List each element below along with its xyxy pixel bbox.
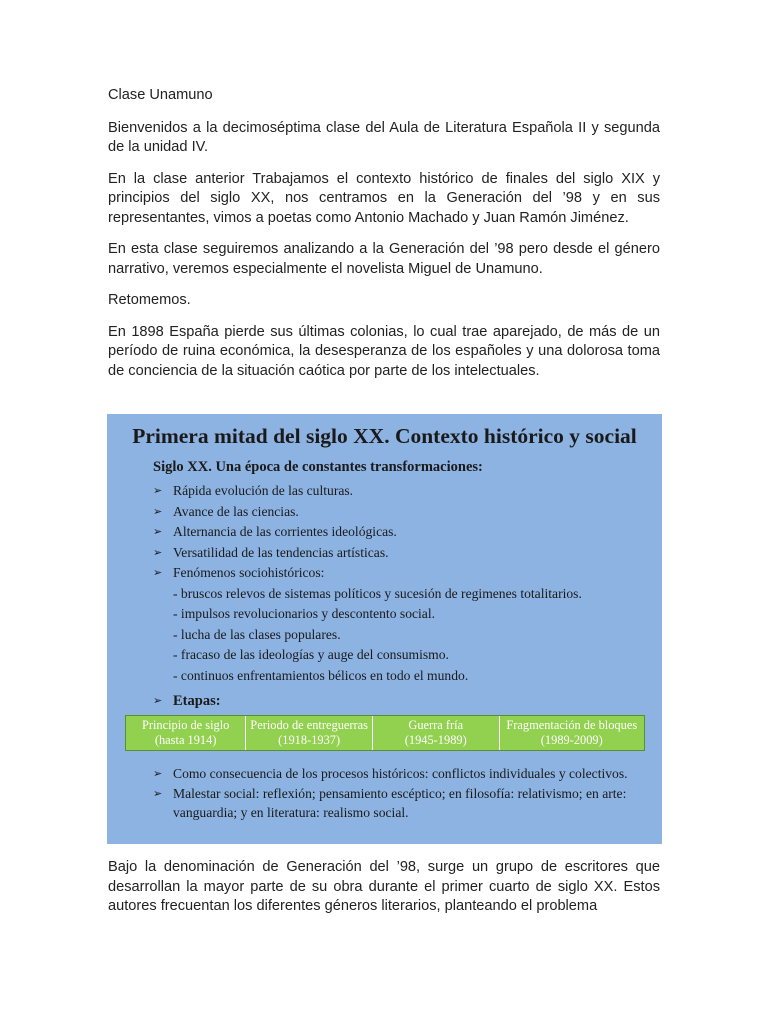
stage-cell: Periodo de entreguerras (1918-1937) [246, 716, 373, 750]
arrow-bullet-icon: ➢ [153, 484, 163, 497]
list-item: ➢ Malestar social: reflexión; pensamiento escéptico; en filosofía: relativismo; en arte: vanguardia; y en literatura: realismo social. [153, 785, 627, 820]
arrow-bullet-icon: ➢ [153, 545, 163, 559]
slide-bottom-list [153, 764, 648, 823]
stage-cell: Principio de siglo (hasta 1914) [126, 716, 246, 750]
list-item: ➢ Alternancia de las corrientes ideológicas. [153, 522, 653, 543]
list-item: ➢ Como consecuencia de los procesos históricos: conflictos individuales y colectivos. [153, 764, 648, 784]
list-item: ➢ Versatilidad de las tendencias artísticas. [153, 543, 653, 564]
paragraph-generacion-98: Bajo la denominación de Generación del ’98, surge un grupo de escritores que desarrollan la mayor parte de su obra durante el primer cuarto de siglo XX. Estos autores frecuentan los diferentes géneros literarios, planteando el problema [108, 859, 660, 914]
arrow-bullet-icon: ➢ [153, 767, 163, 780]
list-item: ➢ Rápida evolución de las culturas. [153, 481, 653, 502]
arrow-bullet-icon: ➢ [153, 525, 163, 538]
document-continuation [108, 858, 660, 929]
context-slide-image [107, 414, 662, 844]
paragraph-intro: Bienvenidos a la decimoséptima clase del Aula de Literatura Española II y segunda de la unidad IV. [108, 119, 660, 155]
list-item: ➢ Fenómenos sociohistóricos: [153, 563, 653, 584]
slide-title: Primera mitad del siglo XX. Contexto histórico y social [132, 424, 637, 448]
stage-cell: Fragmentación de bloques (1989-2009) [506, 718, 638, 747]
etapas-label: ➢ Etapas: [153, 693, 221, 709]
paragraph-previous-class: En la clase anterior Trabajamos el contexto histórico de finales del siglo XIX y principios del siglo XX, nos centramos en la Generación del ’98 y en sus representantes, vimos a poetas como Antonio Machado y Juan Ramón Jiménez. [108, 170, 660, 226]
sub-list-item: - impulsos revolucionarios y descontento social. [173, 606, 436, 622]
slide-bullet-list [153, 481, 653, 686]
arrow-bullet-icon: ➢ [153, 694, 163, 707]
document-body [108, 86, 660, 393]
paragraph-1898: En 1898 España pierde sus últimas colonias, lo cual trae aparejado, de más de un período de ruina económica, la desesperanza de los españoles y una dolorosa toma de conciencia de la situación caótica por parte de los intelectuales. [108, 323, 660, 379]
paragraph-retomemos: Retomemos. [108, 292, 191, 308]
sub-list-item: - fracaso de las ideologías y auge del consumismo. [173, 647, 449, 663]
slide-subtitle: Siglo XX. Una época de constantes transformaciones: [153, 459, 483, 475]
arrow-bullet-icon: ➢ [153, 786, 163, 800]
sub-list-item: - bruscos relevos de sistemas políticos y sucesión de regimenes totalitarios. [173, 585, 582, 601]
arrow-bullet-icon: ➢ [153, 504, 163, 518]
sub-list-item: - continuos enfrentamientos bélicos en todo el mundo. [173, 667, 469, 683]
sub-list-item: - lucha de las clases populares. [173, 626, 341, 642]
document-heading: Clase Unamuno [108, 87, 213, 103]
paragraph-this-class: En esta clase seguiremos analizando a la Generación del ’98 pero desde el género narrativo, veremos especialmente el novelista Miguel de Unamuno. [108, 241, 660, 277]
stage-cell: Guerra fría (1945-1989) [373, 716, 500, 750]
list-item: ➢ Avance de las ciencias. [153, 502, 653, 523]
stages-timeline [125, 715, 645, 751]
arrow-bullet-icon: ➢ [153, 566, 163, 579]
